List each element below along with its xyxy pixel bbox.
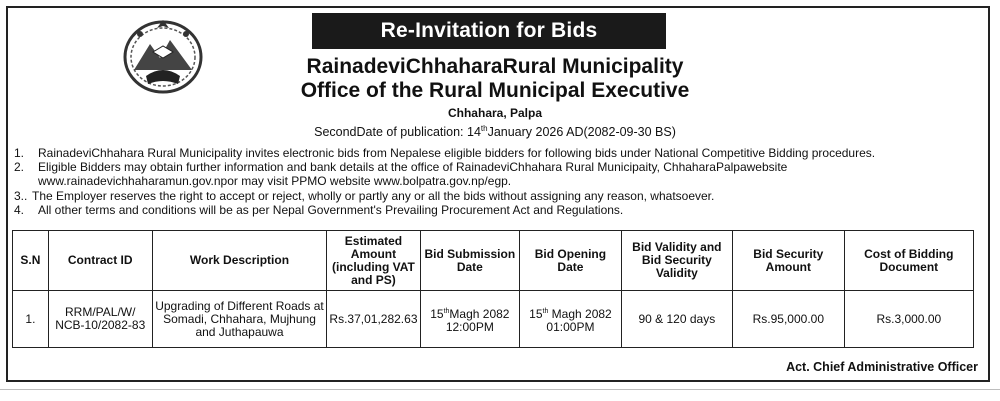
term-number [14,174,38,188]
page-divider [0,389,1000,390]
term-text: RainadeviChhahara Rural Municipality invites electronic bids from Nepalese eligible bidders for following bids under National Competitive Bidding procedures. [38,146,876,160]
header-cost-of-bidding: Cost of Bidding Document [844,231,973,291]
cell-estimated-amount: Rs.37,01,282.63 [327,291,420,348]
header-bid-submission: Bid Submission Date [420,231,520,291]
office-name: Office of the Rural Municipal Executive [300,79,690,102]
organization-name: RainadeviChhaharaRural Municipality [306,55,684,78]
term-text: The Employer reserves the right to accept or reject, wholly or partly any or all the bids without assigning any reason, whatsoever. [32,188,715,203]
cell-bid-opening: 15th Magh 2082 01:00PM [520,291,621,348]
term-number: 1. [14,146,25,160]
header-bid-security: Bid Security Amount [733,231,845,291]
table-row [13,291,974,348]
header-contract-id: Contract ID [48,231,152,291]
nepal-emblem-icon [120,14,206,96]
cell-sn: 1. [13,291,49,348]
cell-bid-submission: 15thMagh 2082 12:00PM [420,291,520,348]
term-number: 4. [14,202,25,217]
publication-date: SecondDate of publication: 14thJanuary 2026 AD(2082-09-30 BS) [314,124,676,140]
office-location: Chhahara, Palpa [447,106,543,120]
signatory-title: Act. Chief Administrative Officer [786,360,978,374]
term-item [14,174,974,188]
term-text: Eligible Bidders may obtain further information and bank details at the office of RainadeviChhahara Rural Municipaity, ChhaharaPalpawebsite [38,160,788,175]
cell-contract-id: RRM/PAL/W/ NCB-10/2082-83 [48,291,152,348]
cell-bid-validity: 90 & 120 days [621,291,732,348]
term-item [14,203,974,217]
cell-cost-of-bidding: Rs.3,000.00 [844,291,973,348]
term-number: 2. [14,160,25,175]
header-estimated-amount: Estimated Amount (including VAT and PS) [327,231,420,291]
table-header-row [13,231,974,291]
header-work-description: Work Description [152,231,327,291]
cell-work-description: Upgrading of Different Roads at Somadi, Chhahara, Mujhung and Juthapauwa [152,291,327,348]
term-text: All other terms and conditions will be as per Nepal Government's Prevailing Procurement Act and Regulations. [38,202,624,217]
header-bid-validity: Bid Validity and Bid Security Validity [621,231,732,291]
term-item [14,160,974,174]
term-text: www.rainadevichhaharamun.gov.npor may visit PPMO website www.bolpatra.gov.np/egp. [38,174,512,189]
header-sn: S.N [13,231,49,291]
term-item [14,189,974,203]
bid-table [12,230,974,348]
terms-list [14,146,974,217]
header-bid-opening: Bid Opening Date [520,231,621,291]
cell-bid-security: Rs.95,000.00 [733,291,845,348]
term-number: 3.. [14,188,28,203]
notice-title: Re-Invitation for Bids [312,13,666,49]
term-item [14,146,974,160]
